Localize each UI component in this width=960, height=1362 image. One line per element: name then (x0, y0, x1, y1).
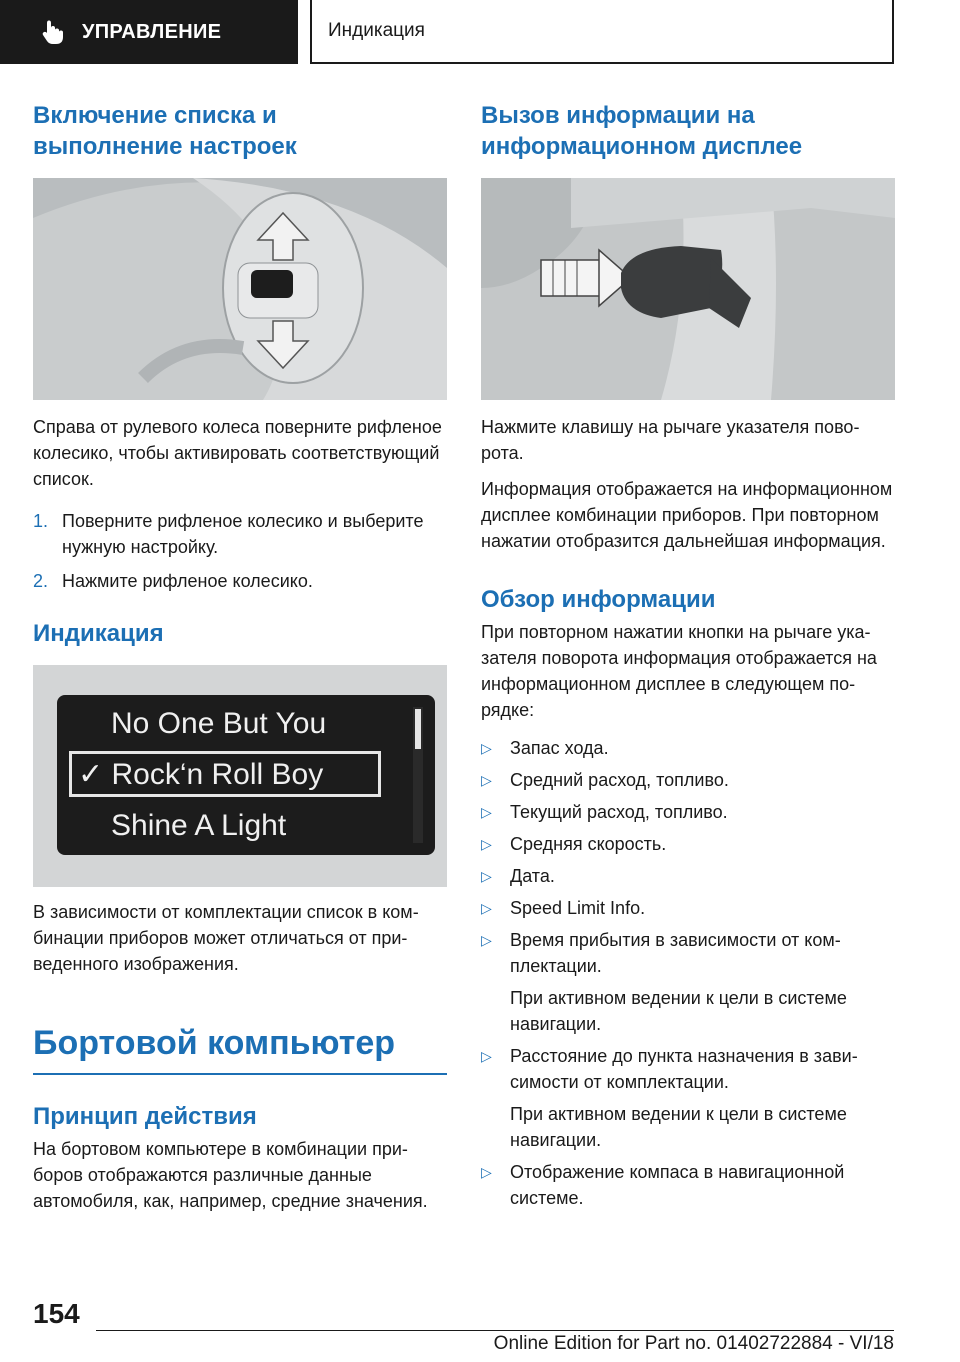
triangle-bullet-icon: ▷ (481, 868, 492, 884)
step-number: 2. (33, 571, 49, 591)
list-item (481, 735, 895, 761)
list-item (481, 1159, 895, 1211)
display-row: No One But You (111, 707, 327, 740)
bullet-text: Расстояние до пункта назначения в зависимости от комплектации. (510, 1046, 858, 1092)
scrollbar-track (413, 707, 423, 843)
bullet-text: Текущий расход, топливо. (510, 802, 728, 822)
display-row-text: ✓ Rock‘n Roll Boy (78, 758, 324, 791)
step-text: Поверните рифленое колесико и выберите нужную настройку. (62, 511, 424, 557)
left-column (33, 100, 447, 1214)
chapter-tab[interactable] (0, 0, 298, 64)
list-item (481, 863, 895, 889)
section-label: Индикация (328, 20, 425, 41)
triangle-bullet-icon: ▷ (481, 804, 492, 820)
heading-rule (33, 1073, 447, 1075)
display-row-selected (69, 751, 381, 797)
list-item (481, 767, 895, 793)
triangle-bullet-icon: ▷ (481, 1048, 492, 1064)
page-number: 154 (33, 1298, 80, 1329)
heading-info-overview: Обзор информации (481, 586, 716, 613)
step-text: Нажмите рифленое колесико. (62, 571, 313, 591)
bullet-text: Средний расход, топливо. (510, 770, 729, 790)
triangle-bullet-icon: ▷ (481, 1164, 492, 1180)
list-item (481, 927, 895, 1037)
list-item (33, 508, 447, 560)
bullet-text: Speed Limit Info. (510, 898, 646, 918)
triangle-bullet-icon: ▷ (481, 932, 492, 948)
heading-principle: Принцип действия (33, 1103, 257, 1130)
hand-pointer-icon (38, 17, 68, 47)
footer-rule (96, 1330, 894, 1331)
steps-list (33, 508, 447, 594)
step-number: 1. (33, 511, 49, 531)
triangle-bullet-icon: ▷ (481, 772, 492, 788)
turn-signal-lever-image (481, 178, 895, 400)
list-item (481, 1043, 895, 1153)
display-row: Shine A Light (111, 809, 287, 842)
right-column (481, 100, 895, 1211)
bullet-text: Время прибытия в зависимости от комплектации. (510, 930, 841, 976)
list-item (481, 895, 895, 921)
triangle-bullet-icon: ▷ (481, 836, 492, 852)
right-para-3: При повторном нажатии кнопки на рычаге указателя поворота информация отображается на информационном дисплее в следующем порядке: (481, 622, 877, 720)
right-para-2: Информация отображается на информационном дисплее комбинации приборов. При повторном нажатии отобразится дальнейшая информация. (481, 479, 893, 551)
info-bullet-list (481, 735, 895, 1211)
heading-enable-list: Включение списка и выполнение настроек (33, 102, 297, 160)
heading-display: Индикация (33, 620, 164, 647)
bullet-subtext: При активном ведении к цели в системе навигации. (510, 988, 847, 1034)
scrollbar-thumb (415, 709, 421, 749)
list-item (481, 799, 895, 825)
triangle-bullet-icon: ▷ (481, 900, 492, 916)
bullet-text: Запас хода. (510, 738, 609, 758)
left-para-3: На бортовом компьютере в комбинации приборов отображаются различные данные автомобиля, как, например, средние значения. (33, 1139, 428, 1211)
steering-wheel-image (33, 178, 447, 400)
section-tab[interactable] (310, 0, 894, 64)
edition-text: Online Edition for Part no. 01402722884 - VI/18 (493, 1333, 894, 1354)
display-image (33, 665, 447, 887)
left-para-2: В зависимости от комплектации список в комбинации приборов может отличаться от приведенного изображения. (33, 902, 419, 974)
heading-call-info: Вызов информации на информационном дисплее (481, 102, 803, 160)
bullet-text: Средняя скорость. (510, 834, 667, 854)
bullet-text: Отображение компаса в навигационной системе. (510, 1162, 845, 1208)
list-item (33, 568, 447, 594)
right-para-1: Нажмите клавишу на рычаге указателя поворота. (481, 417, 860, 463)
chapter-label: УПРАВЛЕНИЕ (82, 20, 222, 43)
heading-onboard-computer: Бортовой компьютер (33, 1024, 396, 1062)
list-item (481, 831, 895, 857)
triangle-bullet-icon: ▷ (481, 740, 492, 756)
bullet-subtext: При активном ведении к цели в системе навигации. (510, 1104, 847, 1150)
bullet-text: Дата. (510, 866, 555, 886)
left-para-1: Справа от рулевого колеса поверните рифленое колесико, чтобы активировать соответствующий список. (33, 417, 442, 489)
instrument-display (57, 695, 435, 855)
